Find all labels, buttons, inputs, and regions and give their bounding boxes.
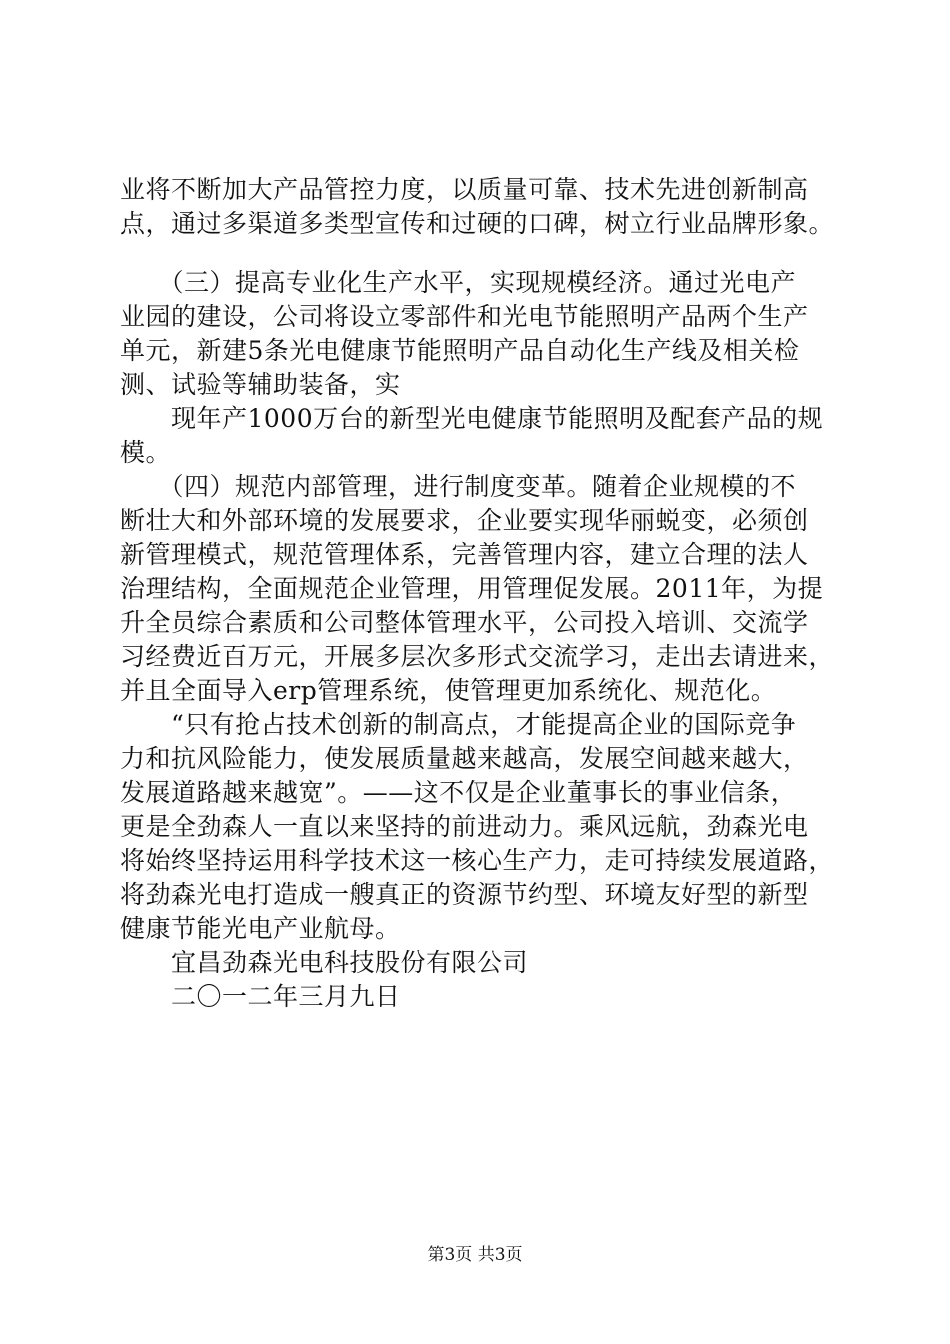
paragraph-line: 习经费近百万元，开展多层次多形式交流学习，走出去请进来， <box>120 642 835 671</box>
paragraph-line: 断壮大和外部环境的发展要求，企业要实现华丽蜕变，必须创 <box>120 506 809 535</box>
signature-company: 宜昌劲森光电科技股份有限公司 <box>120 948 529 977</box>
paragraph-line: 点，通过多渠道多类型宣传和过硬的口碑，树立行业品牌形象。 <box>120 209 835 238</box>
signature-date: 二〇一二年三月九日 <box>120 982 401 1011</box>
paragraph-line: 并且全面导入erp管理系统，使管理更加系统化、规范化。 <box>120 676 777 705</box>
paragraph-line: 测、试验等辅助装备，实 <box>120 370 401 399</box>
paragraph-line: 发展道路越来越宽”。——这不仅是企业董事长的事业信条， <box>120 778 797 807</box>
paragraph-line: 升全员综合素质和公司整体管理水平，公司投入培训、交流学 <box>120 608 809 637</box>
paragraph-line: “只有抢占技术创新的制高点，才能提高企业的国际竞争 <box>120 710 797 739</box>
paragraph-line: （四）规范内部管理，进行制度变革。随着企业规模的不 <box>120 472 797 501</box>
paragraph-line: 将始终坚持运用科学技术这一核心生产力，走可持续发展道路， <box>120 846 835 875</box>
paragraph-line: 单元，新建5条光电健康节能照明产品自动化生产线及相关检 <box>120 336 800 365</box>
paragraph-line: 模。 <box>120 438 172 467</box>
paragraph-line: 将劲森光电打造成一艘真正的资源节约型、环境友好型的新型 <box>120 880 809 909</box>
paragraph-line: 力和抗风险能力，使发展质量越来越高，发展空间越来越大， <box>120 744 809 773</box>
paragraph-line: 治理结构，全面规范企业管理，用管理促发展。2011年，为提 <box>120 574 824 603</box>
paragraph-line: 业园的建设，公司将设立零部件和光电节能照明产品两个生产 <box>120 302 809 331</box>
paragraph-line: 更是全劲森人一直以来坚持的前进动力。乘风远航，劲森光电 <box>120 812 809 841</box>
paragraph-line: 新管理模式，规范管理体系，完善管理内容，建立合理的法人 <box>120 540 809 569</box>
paragraph-line: 健康节能光电产业航母。 <box>120 914 401 943</box>
page-number-footer: 第3页 共3页 <box>427 1245 523 1265</box>
paragraph-line: 业将不断加大产品管控力度，以质量可靠、技术先进创新制高 <box>120 175 809 204</box>
paragraph-line: 现年产1000万台的新型光电健康节能照明及配套产品的规 <box>120 404 824 433</box>
paragraph-line: （三）提高专业化生产水平，实现规模经济。通过光电产 <box>120 268 797 297</box>
